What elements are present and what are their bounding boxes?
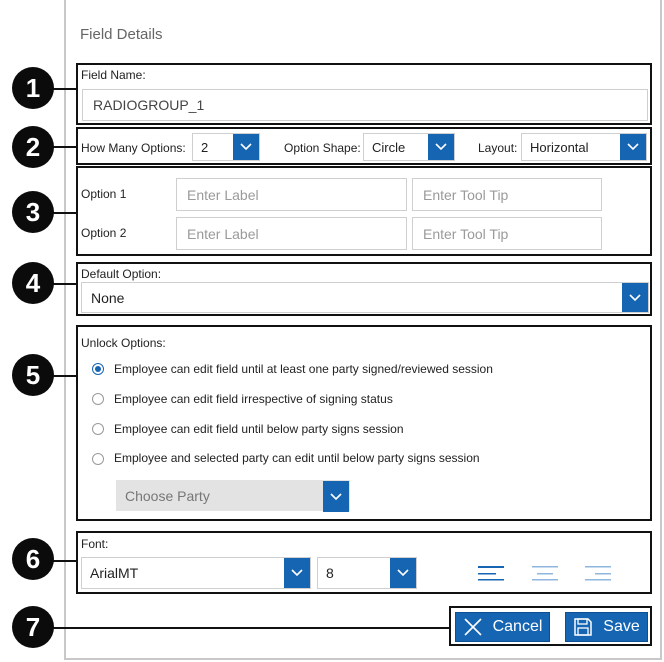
cancel-button-label: Cancel (492, 618, 543, 635)
option-1-label: Option 1 (81, 187, 127, 201)
chevron-down-icon[interactable] (622, 283, 648, 312)
chevron-down-icon[interactable] (323, 481, 349, 512)
unlock-option-1-text: Employee can edit field until at least one party signed/reviewed session (114, 362, 493, 376)
chevron-down-icon[interactable] (284, 558, 310, 588)
font-size-value: 8 (326, 565, 334, 581)
callout-badge-2: 2 (12, 126, 54, 168)
field-name-input[interactable]: RADIOGROUP_1 (82, 89, 648, 121)
unlock-radio-3[interactable] (92, 423, 104, 435)
callout-badge-1: 1 (12, 67, 54, 109)
unlock-option-4-text: Employee and selected party can edit until below party signs session (114, 451, 480, 465)
default-option-select[interactable] (81, 282, 649, 313)
option-2-tooltip-input[interactable]: Enter Tool Tip (412, 217, 602, 250)
font-size-select[interactable] (317, 557, 417, 589)
layout-select[interactable] (521, 133, 647, 161)
unlock-options-section (76, 325, 652, 521)
unlock-options-label: Unlock Options: (81, 336, 166, 350)
align-left-icon[interactable] (478, 564, 506, 584)
chevron-down-icon[interactable] (620, 134, 646, 160)
chevron-down-icon[interactable] (233, 134, 259, 160)
unlock-option-3-text: Employee can edit field until below party signs session (114, 422, 404, 436)
layout-value: Horizontal (530, 139, 589, 155)
option-1-label-input[interactable]: Enter Label (176, 178, 407, 211)
option-shape-value: Circle (372, 139, 406, 155)
how-many-options-label: How Many Options: (81, 141, 186, 155)
chevron-down-icon[interactable] (390, 558, 416, 588)
save-button[interactable] (565, 612, 648, 642)
option-2-label: Option 2 (81, 226, 127, 240)
actions-section (449, 606, 652, 646)
how-many-options-select[interactable] (192, 133, 260, 161)
callout-line-7 (40, 627, 452, 629)
close-icon (463, 617, 483, 637)
default-option-section (76, 262, 652, 316)
option-2-label-input[interactable]: Enter Label (176, 217, 407, 250)
callout-badge-6: 6 (12, 538, 54, 580)
unlock-radio-1[interactable] (92, 363, 104, 375)
default-option-label: Default Option: (81, 267, 162, 281)
font-family-value: ArialMT (90, 565, 139, 581)
choose-party-select[interactable] (116, 480, 350, 511)
layout-label: Layout: (478, 141, 518, 155)
field-name-label: Field Name: (81, 68, 146, 82)
default-option-value: None (91, 289, 125, 306)
unlock-option-2-text: Employee can edit field irrespective of signing status (114, 392, 393, 406)
choose-party-placeholder: Choose Party (125, 487, 210, 504)
field-name-section (76, 63, 652, 125)
font-family-select[interactable] (81, 557, 311, 589)
callout-badge-7: 7 (12, 606, 54, 648)
align-right-icon[interactable] (585, 564, 613, 584)
unlock-radio-2[interactable] (92, 393, 104, 405)
dialog-title: Field Details (80, 26, 163, 43)
save-icon (573, 617, 593, 637)
cancel-button[interactable] (455, 612, 550, 642)
font-label: Font: (81, 537, 109, 551)
options-config-section (76, 127, 652, 165)
options-list-section (76, 166, 652, 256)
align-center-icon[interactable] (532, 564, 560, 584)
option-shape-label: Option Shape: (284, 141, 361, 155)
callout-badge-4: 4 (12, 262, 54, 304)
unlock-radio-4[interactable] (92, 453, 104, 465)
chevron-down-icon[interactable] (428, 134, 454, 160)
option-1-tooltip-input[interactable]: Enter Tool Tip (412, 178, 602, 211)
save-button-label: Save (603, 618, 640, 635)
option-shape-select[interactable] (363, 133, 455, 161)
callout-badge-3: 3 (12, 191, 54, 233)
callout-badge-5: 5 (12, 354, 54, 396)
font-section (76, 531, 652, 594)
how-many-options-value: 2 (201, 139, 209, 155)
